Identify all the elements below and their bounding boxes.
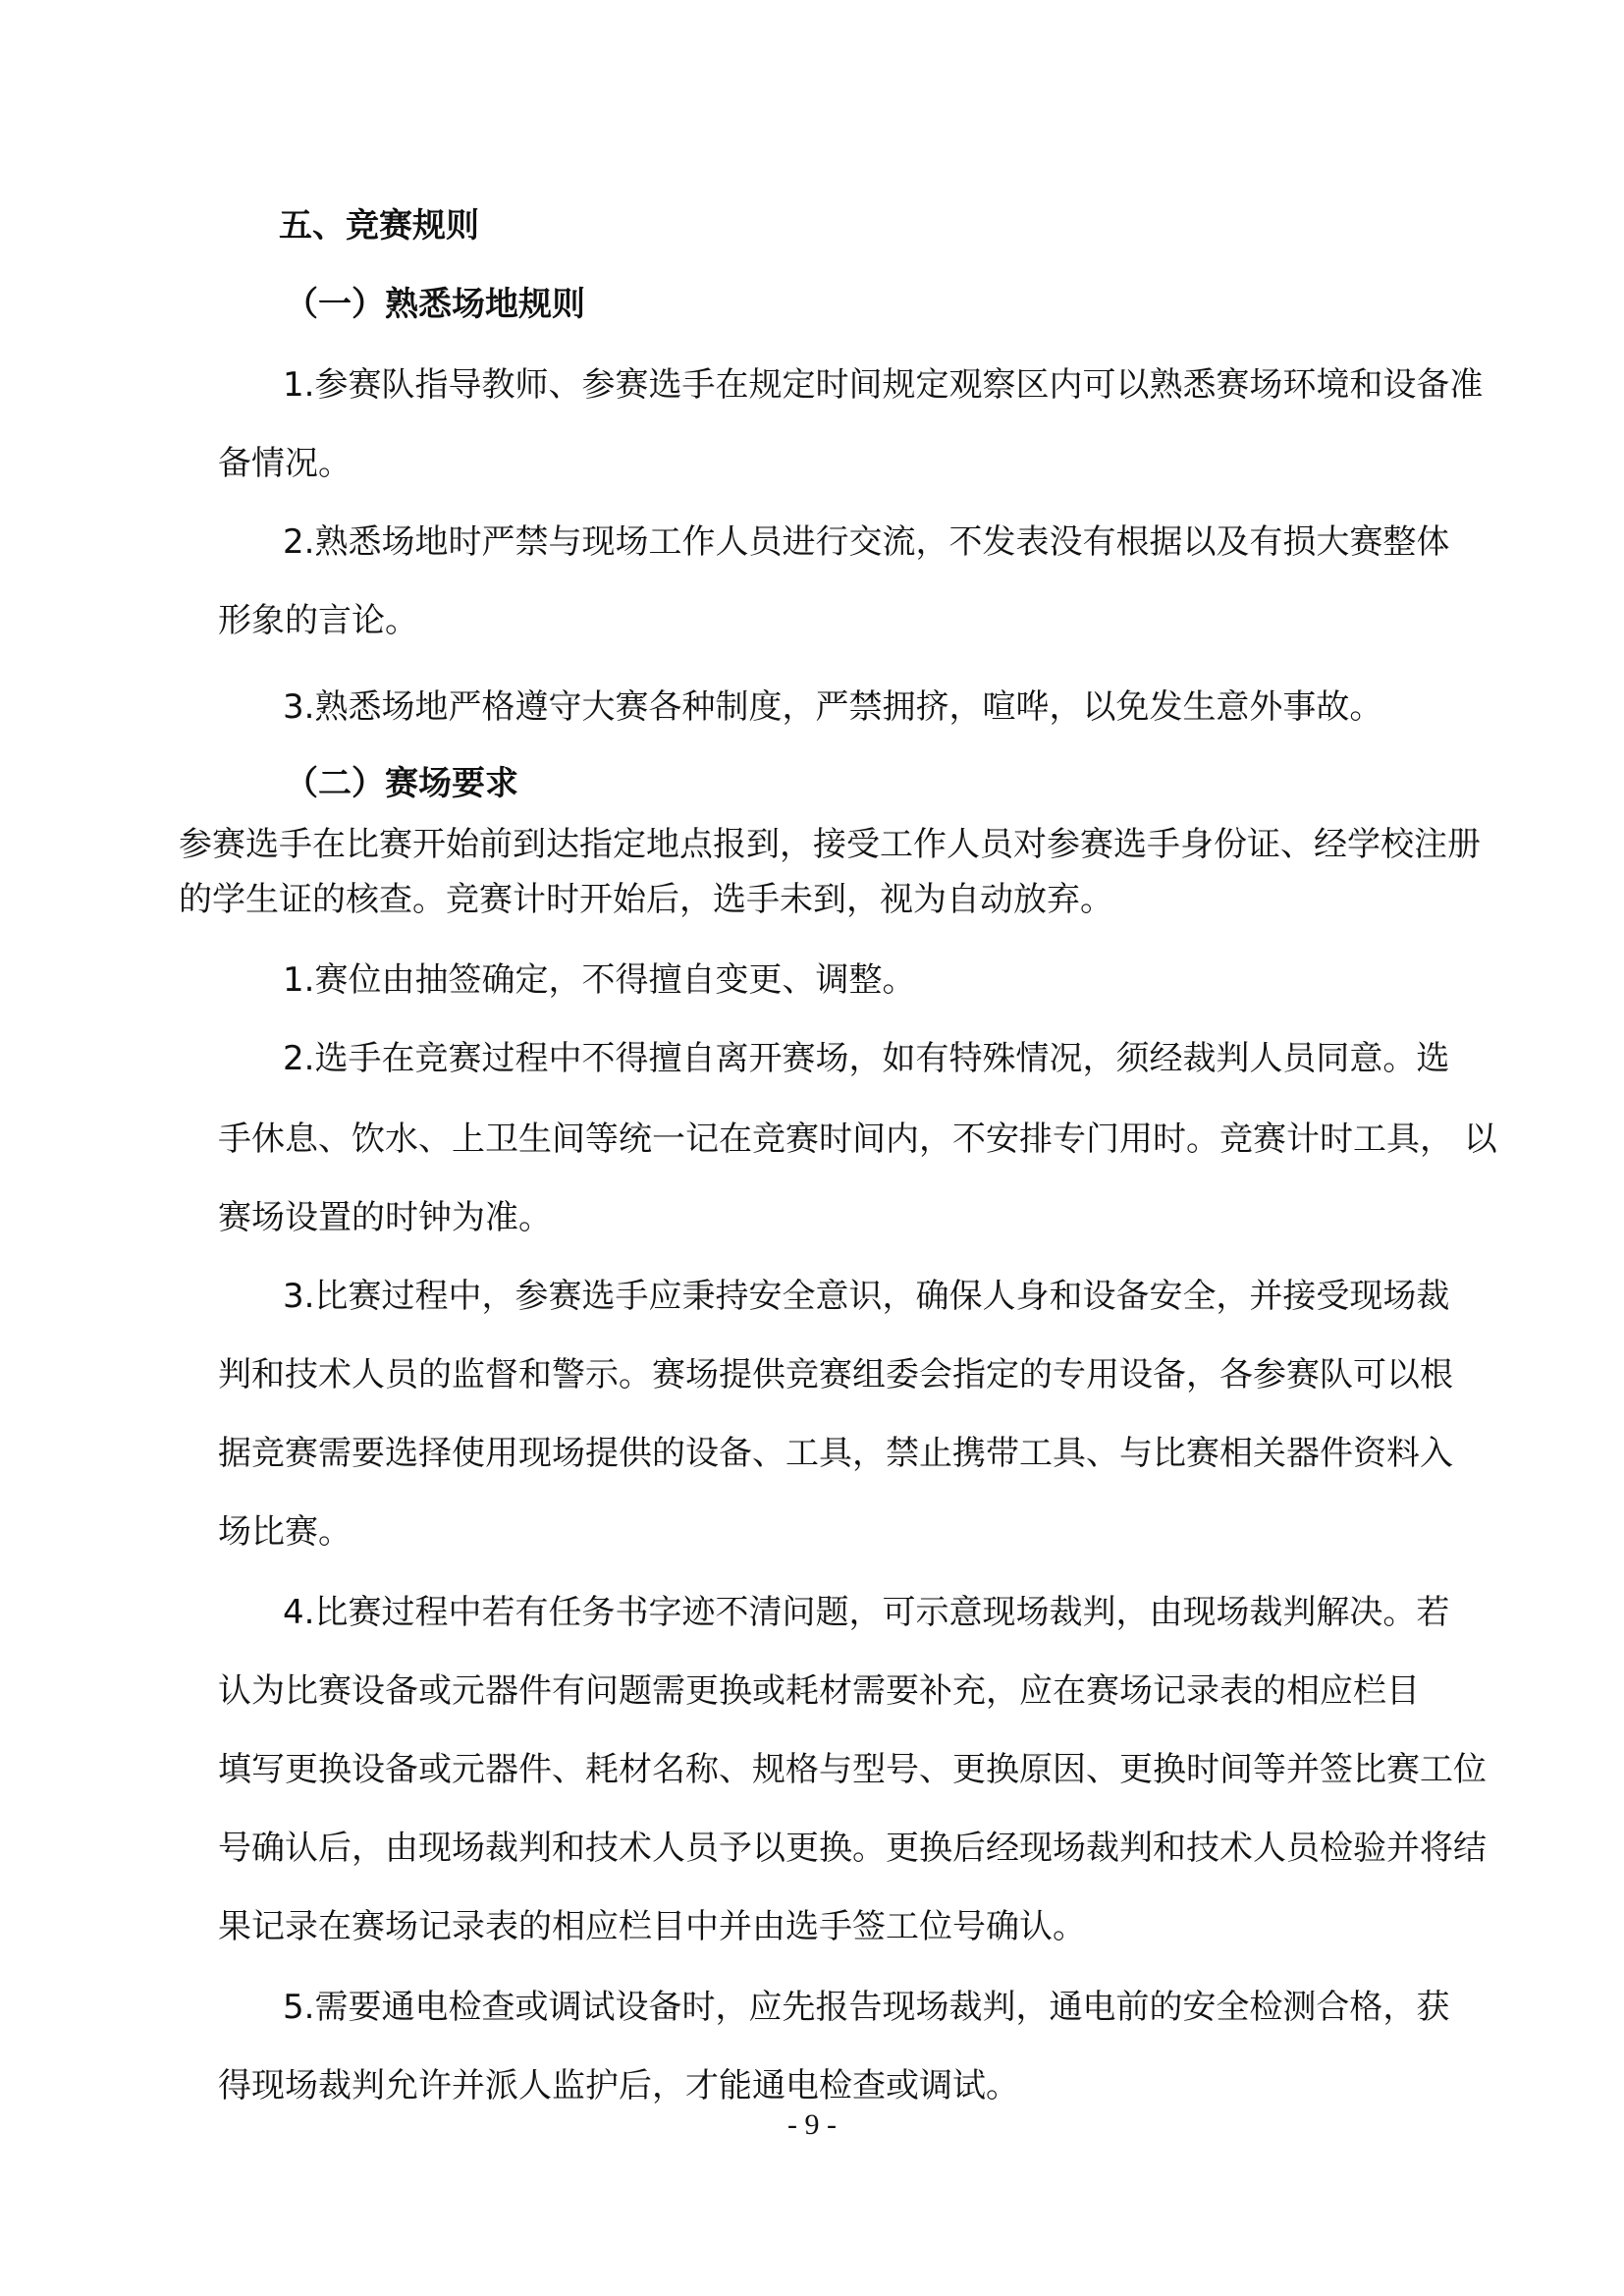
requirement-4-line-1: 4.比赛过程中若有任务书字迹不清问题，可示意现场裁判，由现场裁判解决。若 [283,1593,1450,1632]
requirement-5-line-2: 得现场裁判允许并派人监护后，才能通电检查或调试。 [218,2066,1019,2105]
requirement-4-line-3: 填写更换设备或元器件、耗材名称、规格与型号、更换原因、更换时间等并签比赛工位 [218,1750,1487,1789]
subsection-title-venue-rules: （一）熟悉场地规则 [285,285,585,324]
requirement-3-line-1: 3.比赛过程中，参赛选手应秉持安全意识，确保人身和设备安全，并接受现场裁 [283,1277,1450,1316]
requirement-3-line-2: 判和技术人员的监督和警示。赛场提供竞赛组委会指定的专用设备，各参赛队可以根 [218,1355,1453,1394]
requirement-5-line-1: 5.需要通电检查或调试设备时，应先报告现场裁判，通电前的安全检测合格，获 [283,1988,1450,2027]
requirements-intro-line-2: 的学生证的核查。竞赛计时开始后，选手未到，视为自动放弃。 [179,880,1113,919]
requirement-4-line-5: 果记录在赛场记录表的相应栏目中并由选手签工位号确认。 [218,1907,1086,1946]
requirement-3-line-4: 场比赛。 [218,1512,352,1552]
requirement-2-line-1: 2.选手在竞赛过程中不得擅自离开赛场，如有特殊情况，须经裁判人员同意。选 [283,1039,1450,1078]
subsection-title-venue-requirements: （二）赛场要求 [285,764,518,803]
rule-1-line-2: 备情况。 [218,444,352,483]
rule-2-line-2: 形象的言论。 [218,601,418,640]
requirement-3-line-3: 据竞赛需要选择使用现场提供的设备、工具，禁止携带工具、与比赛相关器件资料入 [218,1434,1453,1473]
requirement-4-line-4: 号确认后，由现场裁判和技术人员予以更换。更换后经现场裁判和技术人员检验并将结 [218,1829,1487,1868]
requirements-intro-line-1: 参赛选手在比赛开始前到达指定地点报到，接受工作人员对参赛选手身份证、经学校注册 [179,825,1481,864]
requirement-1-line-1: 1.赛位由抽签确定，不得擅自变更、调整。 [283,960,916,1000]
requirement-2-line-3: 赛场设置的时钟为准。 [218,1198,552,1237]
rule-1-line-1: 1.参赛队指导教师、参赛选手在规定时间规定观察区内可以熟悉赛场环境和设备准 [283,365,1484,405]
section-title: 五、竞赛规则 [279,206,479,246]
rule-2-line-1: 2.熟悉场地时严禁与现场工作人员进行交流，不发表没有根据以及有损大赛整体 [283,522,1450,562]
requirement-4-line-2: 认为比赛设备或元器件有问题需更换或耗材需要补充，应在赛场记录表的相应栏目 [218,1671,1420,1711]
rule-3-line-1: 3.熟悉场地严格遵守大赛各种制度，严禁拥挤，喧哗，以免发生意外事故。 [283,687,1383,727]
page-number: - 9 - [787,2108,837,2141]
requirement-2-line-2: 手休息、饮水、上卫生间等统一记在竞赛时间内，不安排专门用时。竞赛计时工具， 以 [218,1120,1497,1159]
